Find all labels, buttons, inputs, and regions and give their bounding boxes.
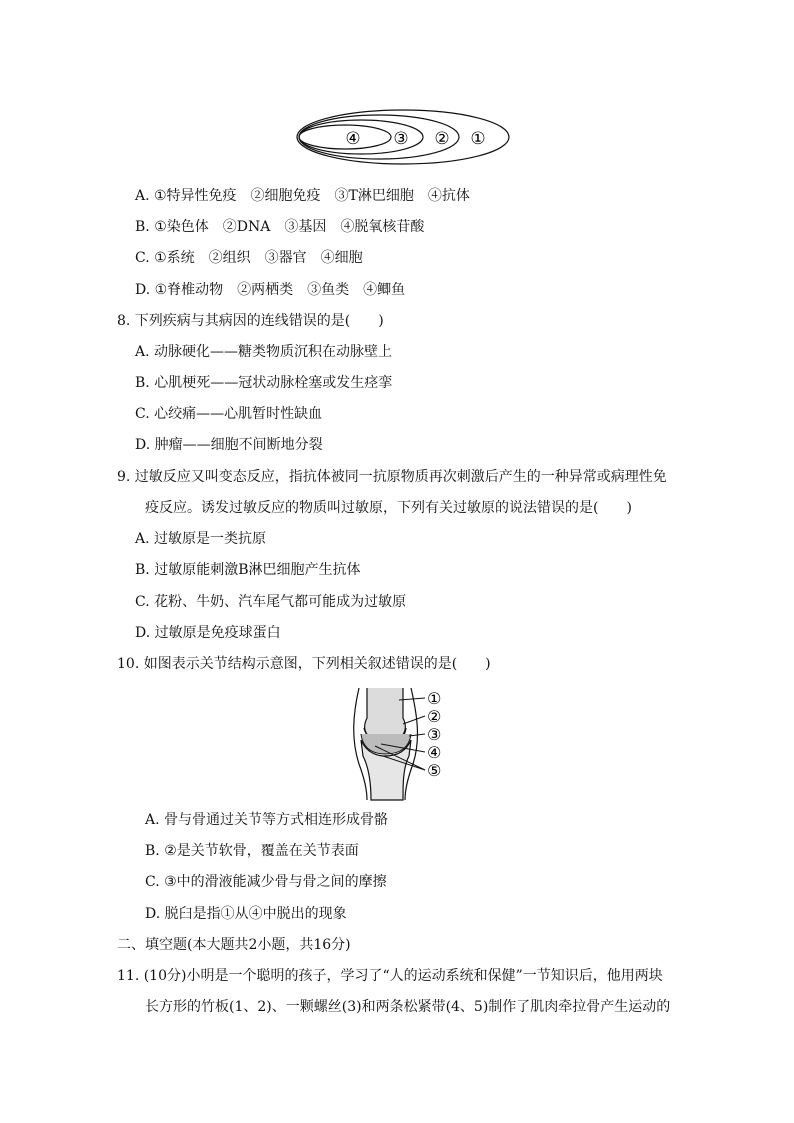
joint-label-3: ③	[427, 725, 442, 744]
q10-option-c: C. ③中的滑液能减少骨与骨之间的摩擦	[145, 874, 387, 890]
q9-stem-line1: 9. 过敏反应又叫变态反应，指抗体被同一抗原物质再次刺激后产生的一种异常或病理性免	[117, 469, 667, 485]
venn-label-3: ③	[393, 129, 409, 149]
joint-label-5: ⑤	[427, 761, 442, 780]
section-2-heading: 二、填空题(本大题共2小题，共16分)	[117, 937, 351, 953]
q11-line2: 长方形的竹板(1、2)、一颗螺丝(3)和两条松紧带(4、5)制作了肌肉牵拉骨产生运动的	[145, 999, 671, 1015]
q7-option-d: D. ①脊椎动物 ②两栖类 ③鱼类 ④鲫鱼	[135, 282, 406, 298]
venn-label-2: ②	[434, 129, 450, 149]
joint-label-2: ②	[427, 707, 442, 726]
q8-option-d: D. 肿瘤——细胞不间断地分裂	[135, 437, 323, 453]
q10-option-a: A. 骨与骨通过关节等方式相连形成骨骼	[145, 812, 389, 828]
joint-label-4: ④	[427, 743, 442, 762]
joint-structure-figure	[345, 684, 455, 802]
q7-option-a: A. ①特异性免疫 ②细胞免疫 ③T淋巴细胞 ④抗体	[135, 188, 470, 204]
q8-stem: 8. 下列疾病与其病因的连线错误的是( )	[117, 313, 384, 329]
q10-option-b: B. ②是关节软骨，覆盖在关节表面	[145, 843, 359, 859]
q7-option-b: B. ①染色体 ②DNA ③基因 ④脱氧核苷酸	[135, 219, 425, 235]
q10-stem: 10. 如图表示关节结构示意图，下列相关叙述错误的是( )	[117, 656, 491, 672]
nested-ellipse-figure	[293, 107, 513, 167]
q9-option-b: B. 过敏原能刺激B淋巴细胞产生抗体	[135, 562, 361, 578]
joint-label-1: ①	[427, 689, 442, 708]
q9-stem-line2: 疫反应。诱发过敏反应的物质叫过敏原，下列有关过敏原的说法错误的是( )	[145, 500, 632, 516]
venn-label-4: ④	[345, 129, 361, 149]
q10-option-d: D. 脱臼是指①从④中脱出的现象	[145, 906, 347, 922]
q7-option-c: C. ①系统 ②组织 ③器官 ④细胞	[135, 250, 363, 266]
q8-option-b: B. 心肌梗死——冠状动脉栓塞或发生痉挛	[135, 375, 393, 391]
q11-line1: 11. (10分)小明是一个聪明的孩子，学习了“人的运动系统和保健”一节知识后，他用两块	[117, 968, 663, 984]
q8-option-a: A. 动脉硬化——糖类物质沉积在动脉壁上	[135, 344, 393, 360]
q9-option-d: D. 过敏原是免疫球蛋白	[135, 625, 281, 641]
q9-option-a: A. 过敏原是一类抗原	[135, 531, 267, 547]
q8-option-c: C. 心绞痛——心肌暂时性缺血	[135, 406, 323, 422]
q9-option-c: C. 花粉、牛奶、汽车尾气都可能成为过敏原	[135, 594, 407, 610]
venn-label-1: ①	[470, 129, 486, 149]
